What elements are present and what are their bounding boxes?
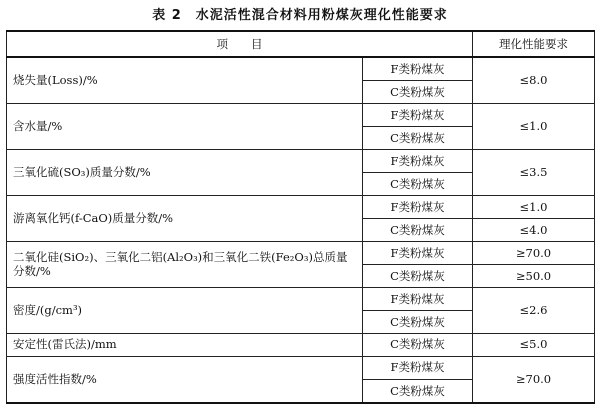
fly-ash-type: C类粉煤灰 <box>363 379 473 403</box>
fly-ash-type: F类粉煤灰 <box>363 287 473 310</box>
requirement-value: ≤5.0 <box>473 333 595 356</box>
requirement-value: ≤4.0 <box>473 218 595 241</box>
requirement-value: ≤3.5 <box>473 150 595 196</box>
header-requirement: 理化性能要求 <box>473 31 595 57</box>
fly-ash-type: C类粉煤灰 <box>363 173 473 196</box>
fly-ash-type: C类粉煤灰 <box>363 310 473 333</box>
requirement-value: ≤1.0 <box>473 195 595 218</box>
requirement-value: ≥70.0 <box>473 356 595 403</box>
fly-ash-type: C类粉煤灰 <box>363 127 473 150</box>
row-name: 含水量/% <box>7 104 363 150</box>
fly-ash-type: F类粉煤灰 <box>363 241 473 264</box>
fly-ash-type: C类粉煤灰 <box>363 333 473 356</box>
properties-table <box>6 30 595 404</box>
requirement-value: ≥70.0 <box>473 241 595 264</box>
row-name: 游离氧化钙(f-CaO)质量分数/% <box>7 195 363 241</box>
table-row <box>7 104 595 127</box>
header-item: 项 目 <box>7 31 473 57</box>
fly-ash-type: C类粉煤灰 <box>363 81 473 104</box>
table-row <box>7 57 595 81</box>
fly-ash-type: F类粉煤灰 <box>363 195 473 218</box>
table-row <box>7 241 595 264</box>
table-header-row <box>7 31 595 57</box>
table-row <box>7 287 595 310</box>
table-row <box>7 333 595 356</box>
row-name: 三氧化硫(SO₃)质量分数/% <box>7 150 363 196</box>
fly-ash-type: F类粉煤灰 <box>363 150 473 173</box>
fly-ash-type: C类粉煤灰 <box>363 218 473 241</box>
row-name: 烧失量(Loss)/% <box>7 57 363 104</box>
fly-ash-type: C类粉煤灰 <box>363 264 473 287</box>
row-name: 密度/(g/cm³) <box>7 287 363 333</box>
fly-ash-type: F类粉煤灰 <box>363 57 473 81</box>
requirement-value: ≥50.0 <box>473 264 595 287</box>
row-name: 安定性(雷氏法)/mm <box>7 333 363 356</box>
row-name: 二氧化硅(SiO₂)、三氧化二铝(Al₂O₃)和三氧化二铁(Fe₂O₃)总质量分数/% <box>7 241 363 287</box>
fly-ash-type: F类粉煤灰 <box>363 356 473 379</box>
row-name: 强度活性指数/% <box>7 356 363 403</box>
requirement-value: ≤8.0 <box>473 57 595 104</box>
table-row <box>7 195 595 218</box>
table-title: 表 2 水泥活性混合材料用粉煤灰理化性能要求 <box>152 8 448 23</box>
requirement-value: ≤1.0 <box>473 104 595 150</box>
fly-ash-type: F类粉煤灰 <box>363 104 473 127</box>
table-row <box>7 150 595 173</box>
requirement-value: ≤2.6 <box>473 287 595 333</box>
table-row <box>7 356 595 379</box>
